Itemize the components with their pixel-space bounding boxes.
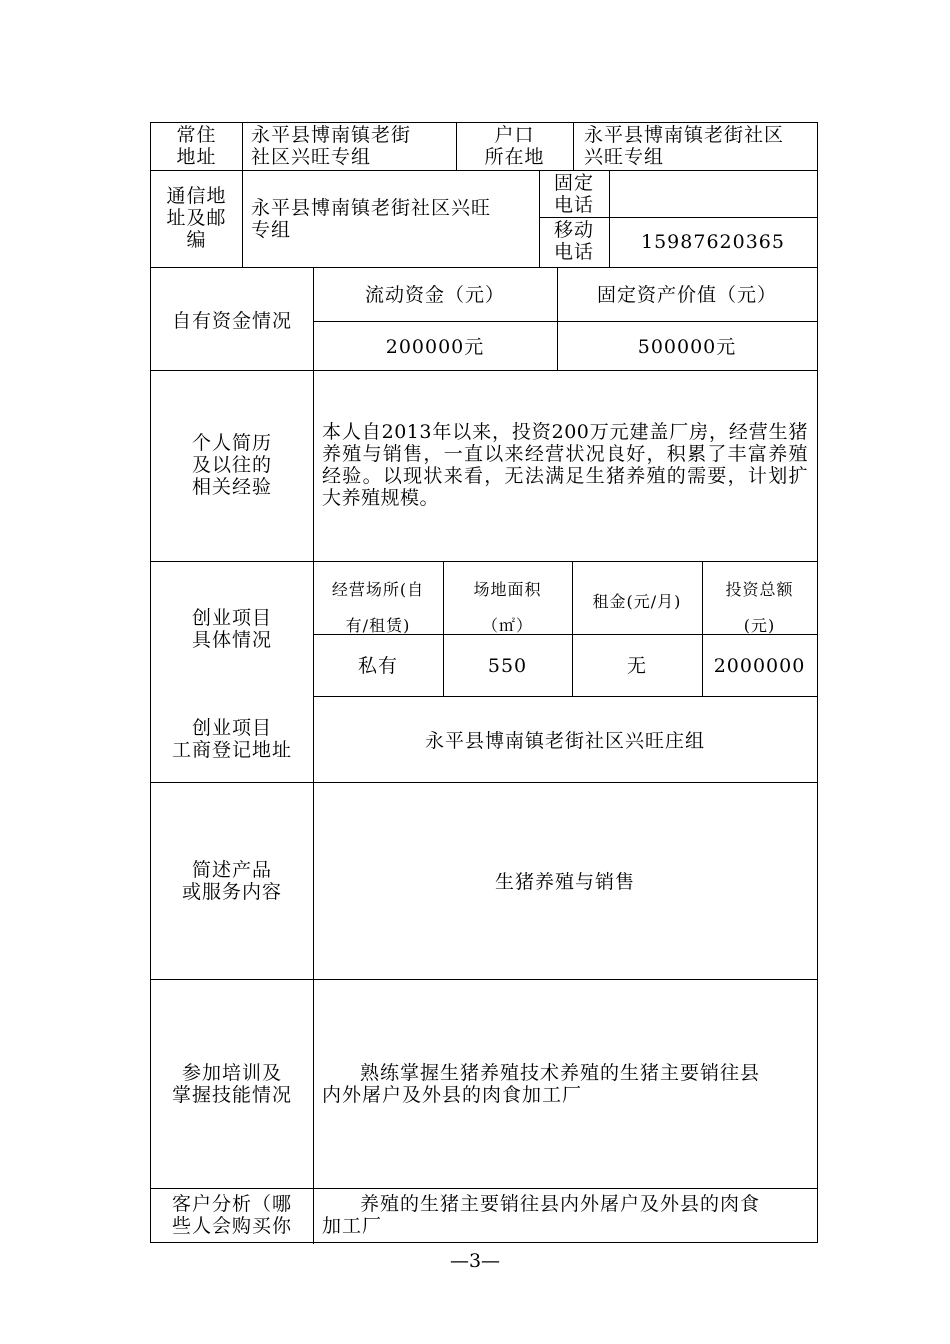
col-divider — [242, 123, 243, 170]
mobile-phone-value: 15987620365 — [641, 231, 785, 253]
fixed-assets-value: 500000元 — [637, 336, 737, 358]
fixed-phone-label: 固定 电话 — [553, 172, 594, 216]
row-divider — [151, 370, 817, 371]
registration-value: 永平县博南镇老街社区兴旺庄组 — [424, 730, 705, 752]
mail-address-label: 通信地 址及邮 编 — [166, 185, 227, 251]
row-divider — [539, 217, 817, 218]
row-divider — [313, 321, 817, 322]
investment-value: 2000000 — [713, 655, 806, 677]
premises-value: 私有 — [357, 655, 398, 677]
rent-value: 无 — [626, 655, 647, 677]
col-divider — [313, 267, 314, 1244]
registration-label: 创业项目 工商登记地址 — [171, 717, 292, 761]
fixed-assets-header: 固定资产价值（元） — [596, 284, 777, 306]
col-divider — [242, 170, 243, 267]
application-form-table — [150, 122, 818, 1243]
customer-analysis-text: 养殖的生猪主要销往县内外屠户及外县的肉食 加工厂 — [322, 1193, 761, 1237]
area-value: 550 — [487, 655, 528, 677]
mail-address-value: 永平县博南镇老街社区兴旺 专组 — [251, 197, 492, 241]
row-divider — [151, 1188, 817, 1189]
area-header: 场地面积 （㎡） — [473, 580, 542, 635]
project-details-label: 创业项目 具体情况 — [191, 607, 272, 651]
row-divider — [151, 267, 817, 268]
liquid-funds-value: 200000元 — [385, 336, 485, 358]
hukou-label: 户口 所在地 — [484, 124, 545, 168]
training-text: 熟练掌握生猪养殖技术养殖的生猪主要销往县 内外屠户及外县的肉食加工厂 — [322, 1062, 761, 1106]
mobile-phone-label: 移动 电话 — [553, 219, 594, 263]
resume-label: 个人简历 及以往的 相关经验 — [191, 432, 272, 498]
funds-label: 自有资金情况 — [171, 310, 292, 332]
page-number: —3— — [449, 1250, 501, 1272]
liquid-funds-header: 流动资金（元） — [364, 284, 505, 306]
investment-header: 投资总额 (元) — [725, 580, 794, 635]
residence-value: 永平县博南镇老街 社区兴旺专组 — [251, 124, 412, 168]
products-value: 生猪养殖与销售 — [494, 871, 635, 893]
row-divider — [313, 696, 817, 697]
products-label: 简述产品 或服务内容 — [181, 859, 282, 903]
row-divider — [151, 782, 817, 783]
row-divider — [151, 561, 817, 562]
col-divider — [573, 123, 574, 170]
resume-text: 本人自2013年以来，投资200万元建盖厂房，经营生猪养殖与销售，一直以来经营状况良好，积累了丰富养殖经验。以现状来看，无法满足生猪养殖的需要，计划扩大养殖规模。 — [322, 421, 808, 509]
customer-analysis-label: 客户分析（哪 些人会购买你 — [171, 1193, 292, 1237]
row-divider — [151, 170, 817, 171]
premises-header: 经营场所(自 有/租赁) — [331, 580, 425, 635]
hukou-value: 永平县博南镇老街社区 兴旺专组 — [584, 124, 785, 168]
rent-header: 租金(元/月) — [592, 592, 682, 611]
residence-label: 常住 地址 — [176, 124, 217, 168]
row-divider — [151, 979, 817, 980]
training-label: 参加培训及 掌握技能情况 — [171, 1062, 292, 1106]
